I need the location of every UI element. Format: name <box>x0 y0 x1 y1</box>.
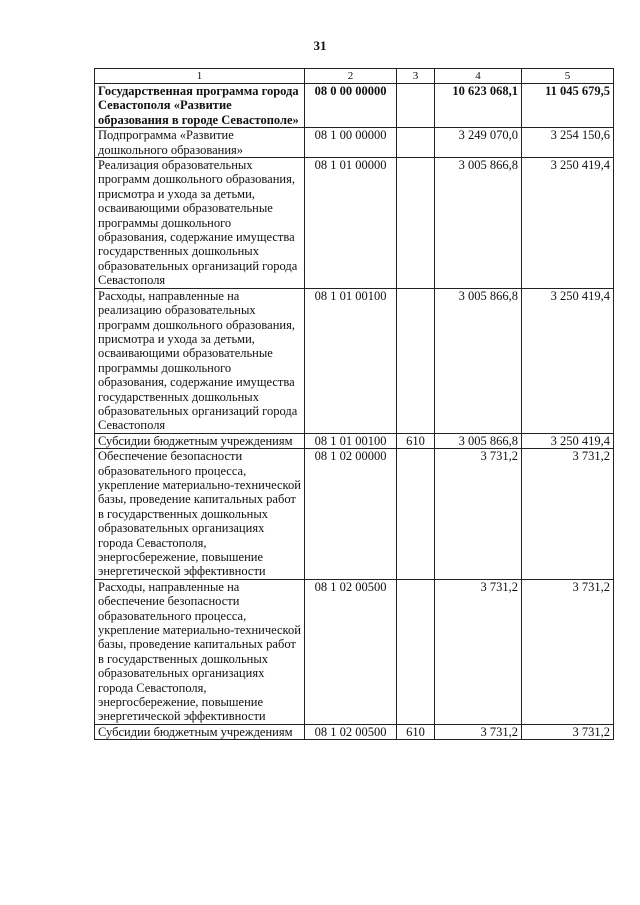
row-code: 08 1 01 00100 <box>305 433 397 448</box>
row-expense-type <box>397 158 435 289</box>
row-amount-col4: 3 005 866,8 <box>435 433 522 448</box>
row-amount-col5: 11 045 679,5 <box>522 84 614 128</box>
table-row <box>95 724 614 739</box>
budget-table <box>94 68 614 740</box>
page-number: 31 <box>313 38 327 53</box>
header-col-1: 1 <box>95 69 305 84</box>
row-amount-col4: 3 731,2 <box>435 449 522 580</box>
row-expense-type: 610 <box>397 724 435 739</box>
row-name: Субсидии бюджетным учреждениям <box>95 724 305 739</box>
row-code: 08 1 00 00000 <box>305 128 397 158</box>
row-code: 08 1 01 00000 <box>305 158 397 289</box>
table-row <box>95 158 614 289</box>
row-code: 08 0 00 00000 <box>305 84 397 128</box>
row-amount-col5: 3 731,2 <box>522 724 614 739</box>
row-amount-col4: 3 731,2 <box>435 724 522 739</box>
row-amount-col4: 10 623 068,1 <box>435 84 522 128</box>
row-expense-type <box>397 449 435 580</box>
row-name: Субсидии бюджетным учреждениям <box>95 433 305 448</box>
row-code: 08 1 02 00500 <box>305 724 397 739</box>
row-amount-col4: 3 005 866,8 <box>435 158 522 289</box>
row-amount-col5: 3 250 419,4 <box>522 288 614 433</box>
row-amount-col5: 3 731,2 <box>522 449 614 580</box>
row-amount-col5: 3 254 150,6 <box>522 128 614 158</box>
row-expense-type <box>397 579 435 724</box>
header-col-3: 3 <box>397 69 435 84</box>
table-header <box>95 69 614 84</box>
row-name: Расходы, направленные на обеспечение безопасности образовательного процесса, укрепление материально-технической базы, проведение капитальных работ в государственных дошкольных образовательных организациях города Севастополя, энергосбережение, повышение энергетической эффективности <box>95 579 305 724</box>
header-col-4: 4 <box>435 69 522 84</box>
row-amount-col5: 3 250 419,4 <box>522 158 614 289</box>
table-row <box>95 128 614 158</box>
row-expense-type: 610 <box>397 433 435 448</box>
header-col-5: 5 <box>522 69 614 84</box>
row-amount-col5: 3 250 419,4 <box>522 433 614 448</box>
row-name: Обеспечение безопасности образовательного процесса, укрепление материально-технической базы, проведение капитальных работ в государственных дошкольных образовательных организациях города Севастополя, энергосбережение, повышение энергетической эффективности <box>95 449 305 580</box>
table-row <box>95 449 614 580</box>
row-name: Подпрограмма «Развитие дошкольного образования» <box>95 128 305 158</box>
header-row <box>95 69 614 84</box>
row-amount-col4: 3 005 866,8 <box>435 288 522 433</box>
table-body <box>95 84 614 740</box>
row-amount-col4: 3 731,2 <box>435 579 522 724</box>
row-code: 08 1 02 00500 <box>305 579 397 724</box>
row-code: 08 1 01 00100 <box>305 288 397 433</box>
row-name: Государственная программа города Севастополя «Развитие образования в городе Севастополе» <box>95 84 305 128</box>
row-amount-col5: 3 731,2 <box>522 579 614 724</box>
table-row <box>95 84 614 128</box>
row-code: 08 1 02 00000 <box>305 449 397 580</box>
row-name: Реализация образовательных программ дошкольного образования, присмотра и ухода за детьми, осваивающими образовательные программы дошкольного образования, содержание имущества государственных дошкольных образовательных организаций города Севастополя <box>95 158 305 289</box>
row-expense-type <box>397 128 435 158</box>
row-expense-type <box>397 84 435 128</box>
table-row <box>95 433 614 448</box>
table-row <box>95 288 614 433</box>
row-name: Расходы, направленные на реализацию образовательных программ дошкольного образования, присмотра и ухода за детьми, осваивающими образовательные программы дошкольного образования, содержание имущества государственных дошкольных образовательных организаций города Севастополя <box>95 288 305 433</box>
header-col-2: 2 <box>305 69 397 84</box>
row-expense-type <box>397 288 435 433</box>
row-amount-col4: 3 249 070,0 <box>435 128 522 158</box>
table-row <box>95 579 614 724</box>
